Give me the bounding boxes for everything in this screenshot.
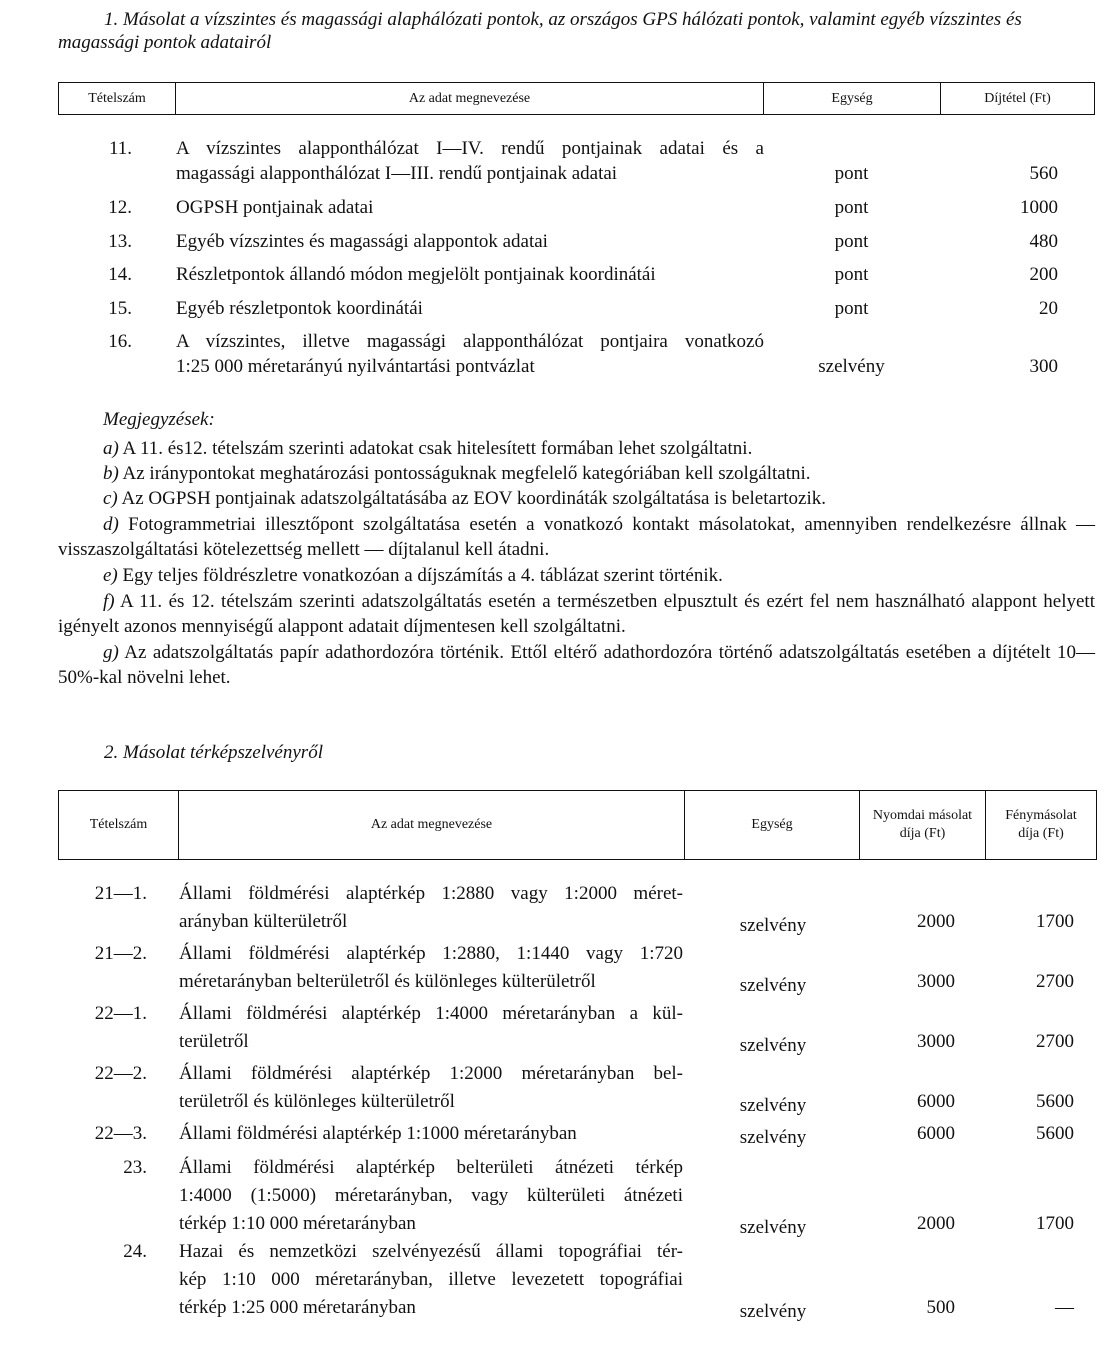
item-unit: szelvény — [739, 1217, 807, 1238]
table-row — [0, 1238, 1109, 1322]
item-description: Állami földmérési alaptérkép 1:2880 vagy 1:2000 méret- — [179, 883, 683, 904]
section2-header-table — [58, 790, 1097, 860]
item-number: 15. — [108, 298, 132, 319]
item-copy-fee: 5600 — [1036, 1123, 1074, 1144]
note-text: Az adatszolgáltatás papír adathordozóra történik. Ettől eltérő adathordozóra történő adatszolgáltatás esetében a díjtételt 10—50%-kal növelni lehet. — [58, 642, 1096, 688]
item-number: 12. — [108, 197, 132, 218]
table-row — [0, 137, 1109, 187]
note-text: Fotogrammetriai illesztőpont szolgáltatása esetén a vonatkozó kontakt másolatokat, amennyiben rendelkezésre állnak — visszaszolgáltatási kötelezettség mellett — díjtalanul kell átadni. — [58, 514, 1095, 560]
note-text: Egy teljes földrészletre vonatkozóan a díjszámítás a 4. táblázat szerint történik. — [122, 565, 723, 586]
item-number: 21—2. — [94, 943, 147, 964]
item-unit: szelvény — [739, 1127, 807, 1148]
item-description: területről és különleges külterületről — [179, 1091, 455, 1112]
note-label: f) — [103, 591, 115, 612]
item-number: 16. — [108, 331, 132, 352]
note-text: Az OGPSH pontjainak adatszolgáltatásába az EOV koordináták szolgáltatása is beletartozik. — [121, 488, 827, 509]
item-fee: 200 — [1029, 264, 1058, 285]
item-description: Egyéb vízszintes és magassági alappontok adatai — [176, 231, 548, 252]
note-text: A 11. és12. tételszám szerinti adatokat csak hitelesített formában lehet szolgáltatni. — [122, 438, 753, 459]
item-unit: pont — [834, 298, 869, 319]
note-text: A 11. és 12. tételszám szerinti adatszolgáltatás esetén a természetben elpusztult és ezért fel nem használható alappont helyett igényelt azonos mennyiségű alappont adatait díjmentesen kell szolgáltatni. — [58, 591, 1095, 637]
col-tetelszam: Tételszám — [59, 83, 176, 115]
table-row — [0, 196, 1109, 221]
item-description: arányban külterületről — [179, 911, 348, 932]
section1-header-table — [58, 82, 1095, 115]
item-unit: szelvény — [739, 975, 807, 996]
item-number: 24. — [123, 1241, 147, 1262]
col2-fenymasolat: Fénymásolat díja (Ft) — [986, 791, 1097, 860]
table-row — [0, 1154, 1109, 1238]
table-row — [0, 880, 1109, 936]
item-unit: szelvény — [739, 1301, 807, 1322]
item-number: 22—3. — [94, 1123, 147, 1144]
item-unit: pont — [834, 231, 869, 252]
item-copy-fee: 5600 — [1036, 1091, 1074, 1112]
item-description: Részletpontok állandó módon megjelölt pontjainak koordinátái — [176, 264, 656, 285]
item-print-fee: 500 — [926, 1297, 955, 1318]
notes-title: Megjegyzések: — [103, 409, 215, 430]
col2-megnevezes: Az adat megnevezése — [179, 791, 685, 860]
col2-nyomdai: Nyomdai másolat díja (Ft) — [860, 791, 986, 860]
item-unit: pont — [834, 163, 869, 184]
note-label: a) — [103, 438, 119, 459]
item-copy-fee: 1700 — [1036, 911, 1074, 932]
item-fee: 480 — [1029, 231, 1058, 252]
note-label: b) — [103, 463, 119, 484]
item-unit: szelvény — [739, 1035, 807, 1056]
note-item — [58, 640, 1095, 690]
table-row — [0, 330, 1109, 380]
note-label: d) — [103, 514, 119, 535]
item-description: Állami földmérési alaptérkép 1:1000 méretarányban — [179, 1123, 577, 1144]
col2-egyseg: Egység — [685, 791, 860, 860]
col-dijtetel: Díjtétel (Ft) — [941, 83, 1095, 115]
item-description: magassági alapponthálózat I—III. rendű pontjainak adatai — [176, 163, 618, 184]
note-item — [58, 563, 1095, 588]
item-copy-fee: 2700 — [1036, 971, 1074, 992]
item-fee: 300 — [1029, 356, 1058, 377]
item-fee: 560 — [1029, 163, 1058, 184]
item-description: A vízszintes, illetve magassági alapponthálózat pontjaira vonatkozó — [176, 331, 764, 352]
item-description: 1:25 000 méretarányú nyilvántartási pontvázlat — [176, 356, 535, 377]
item-description: területről — [179, 1031, 249, 1052]
table-row — [0, 1000, 1109, 1056]
item-unit: pont — [834, 197, 869, 218]
table-row — [0, 230, 1109, 255]
item-unit: szelvény — [739, 915, 807, 936]
item-number: 22—1. — [94, 1003, 147, 1024]
item-print-fee: 2000 — [917, 911, 955, 932]
item-description: 1:4000 (1:5000) méretarányban, vagy külterületi átnézeti — [179, 1185, 683, 1206]
note-item — [58, 436, 1095, 461]
item-description: A vízszintes alapponthálózat I—IV. rendű pontjainak adatai és a — [176, 138, 764, 159]
note-item — [58, 486, 1095, 511]
item-copy-fee: 1700 — [1036, 1213, 1074, 1234]
note-item — [58, 589, 1095, 639]
note-item — [58, 461, 1095, 486]
item-description: kép 1:10 000 méretarányban, illetve levezetett topográfiai — [179, 1269, 683, 1290]
item-unit: szelvény — [818, 356, 885, 377]
note-item — [58, 512, 1095, 562]
table-row — [0, 263, 1109, 288]
table-row — [0, 297, 1109, 322]
item-number: 13. — [108, 231, 132, 252]
note-label: c) — [103, 488, 118, 509]
table-row — [0, 1120, 1109, 1148]
item-copy-fee: — — [1055, 1297, 1074, 1318]
item-number: 14. — [108, 264, 132, 285]
item-fee: 20 — [1039, 298, 1058, 319]
item-number: 23. — [123, 1157, 147, 1178]
item-print-fee: 6000 — [917, 1123, 955, 1144]
item-number: 11. — [108, 138, 132, 159]
item-unit: szelvény — [739, 1095, 807, 1116]
item-description: Állami földmérési alaptérkép 1:2000 méretarányban bel- — [179, 1063, 683, 1084]
item-number: 22—2. — [94, 1063, 147, 1084]
note-text: Az iránypontokat meghatározási pontosságuknak megfelelő kategóriában kell szolgáltatni. — [122, 463, 811, 484]
item-unit: pont — [834, 264, 869, 285]
item-fee: 1000 — [1020, 197, 1058, 218]
item-print-fee: 6000 — [917, 1091, 955, 1112]
item-print-fee: 2000 — [917, 1213, 955, 1234]
item-description: térkép 1:25 000 méretarányban — [179, 1297, 416, 1318]
table-row — [0, 1060, 1109, 1116]
item-description: Állami földmérési alaptérkép 1:4000 méretarányban a kül- — [179, 1003, 683, 1024]
item-print-fee: 3000 — [917, 1031, 955, 1052]
note-label: e) — [103, 565, 118, 586]
item-number: 21—1. — [94, 883, 147, 904]
note-label: g) — [103, 642, 119, 663]
col-egyseg: Egység — [764, 83, 941, 115]
item-description: térkép 1:10 000 méretarányban — [179, 1213, 416, 1234]
item-print-fee: 3000 — [917, 971, 955, 992]
table-row — [0, 940, 1109, 996]
item-description: Állami földmérési alaptérkép 1:2880, 1:1440 vagy 1:720 — [179, 943, 683, 964]
item-copy-fee: 2700 — [1036, 1031, 1074, 1052]
col2-tetelszam: Tételszám — [59, 791, 179, 860]
item-description: Hazai és nemzetközi szelvényezésű állami topográfiai tér- — [179, 1241, 683, 1262]
item-description: Állami földmérési alaptérkép belterületi átnézeti térkép — [179, 1157, 683, 1178]
col-megnevezes: Az adat megnevezése — [176, 83, 764, 115]
item-description: Egyéb részletpontok koordinátái — [176, 298, 423, 319]
item-description: OGPSH pontjainak adatai — [176, 197, 374, 218]
section2-heading: 2. Másolat térképszelvényről — [104, 742, 323, 763]
item-description: méretarányban belterületről és különleges külterületről — [179, 971, 596, 992]
section1-heading: 1. Másolat a vízszintes és magassági alaphálózati pontok, az országos GPS hálózati pontok, valamint egyéb vízszintes és magassági pontok adatairól — [58, 9, 1022, 53]
